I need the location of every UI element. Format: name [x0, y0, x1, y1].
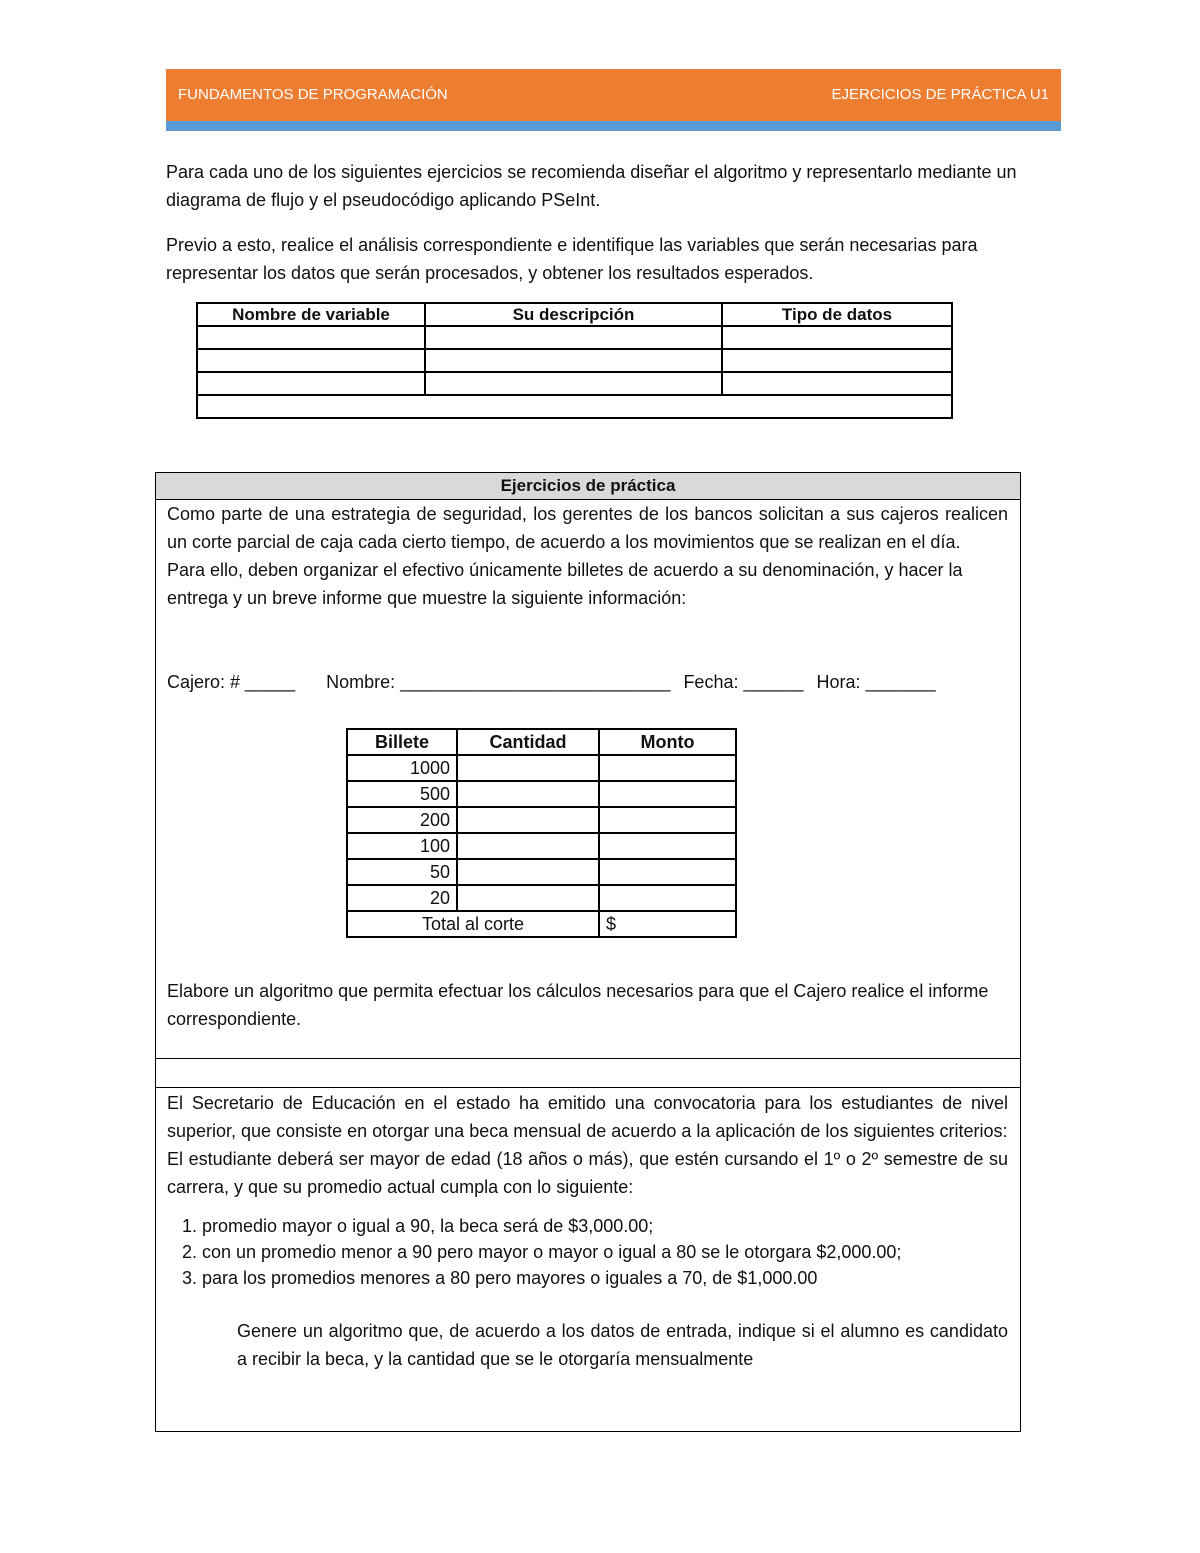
table-cell[interactable]: [722, 326, 952, 349]
table-row: [347, 781, 736, 807]
bill-denomination: 500: [347, 781, 457, 807]
table-row: [347, 807, 736, 833]
cashier-form-line: [167, 672, 962, 693]
exercise-1-paragraph-2: Para ello, deben organizar el efectivo únicamente billetes de acuerdo a su denominación, y hacer la entrega y un breve informe que muestre la siguiente información:: [167, 560, 963, 608]
col-header-variable-name: Nombre de variable: [197, 303, 425, 326]
list-item: 3. para los promedios menores a 80 pero mayores o iguales a 70, de $1,000.00: [202, 1265, 1008, 1291]
quantity-cell[interactable]: [457, 755, 599, 781]
cashier-number-field: Cajero: # _____: [167, 672, 296, 692]
amount-cell[interactable]: [599, 781, 736, 807]
table-row: [197, 349, 952, 372]
col-header-quantity: Cantidad: [457, 729, 599, 755]
quantity-cell[interactable]: [457, 859, 599, 885]
amount-cell[interactable]: [599, 859, 736, 885]
table-cell[interactable]: [425, 372, 722, 395]
bill-denomination: 100: [347, 833, 457, 859]
table-cell[interactable]: [425, 349, 722, 372]
bill-denomination: 1000: [347, 755, 457, 781]
exercise-1-box: [155, 472, 1021, 1059]
header-accent-bar: [166, 121, 1061, 131]
variable-table: [196, 302, 953, 419]
table-cell[interactable]: [197, 395, 952, 418]
header-course-title: FUNDAMENTOS DE PROGRAMACIÓN: [178, 86, 448, 103]
amount-cell[interactable]: [599, 755, 736, 781]
amount-cell[interactable]: [599, 807, 736, 833]
total-value[interactable]: $: [599, 911, 736, 937]
intro-paragraph-2: Previo a esto, realice el análisis correspondiente e identifique las variables que serán necesarias para representar los datos que serán procesados, y obtener los resultados esperados.: [166, 235, 978, 283]
table-row: [347, 885, 736, 911]
list-item: 1. promedio mayor o igual a 90, la beca será de $3,000.00;: [202, 1213, 1008, 1239]
table-cell[interactable]: [197, 372, 425, 395]
amount-cell[interactable]: [599, 885, 736, 911]
table-row: [197, 372, 952, 395]
quantity-cell[interactable]: [457, 833, 599, 859]
table-cell[interactable]: [425, 326, 722, 349]
table-cell[interactable]: [722, 349, 952, 372]
bill-table: [346, 728, 737, 938]
table-cell[interactable]: [722, 372, 952, 395]
bill-table-header: [347, 729, 736, 755]
col-header-bill: Billete: [347, 729, 457, 755]
intro-paragraph-1: Para cada uno de los siguientes ejercicios se recomienda diseñar el algoritmo y representarlo mediante un diagrama de flujo y el pseudocódigo aplicando PSeInt.: [166, 162, 1017, 210]
table-row: [347, 859, 736, 885]
quantity-cell[interactable]: [457, 781, 599, 807]
table-cell[interactable]: [197, 326, 425, 349]
quantity-cell[interactable]: [457, 885, 599, 911]
date-field: Fecha: ______: [683, 672, 804, 692]
table-cell[interactable]: [197, 349, 425, 372]
bill-denomination: 20: [347, 885, 457, 911]
exercises-title: Ejercicios de práctica: [156, 473, 1020, 500]
table-row: [197, 395, 952, 418]
exercise-2-task: Genere un algoritmo que, de acuerdo a los datos de entrada, indique si el alumno es candidato a recibir la beca, y la cantidad que se le otorgaría mensualmente: [237, 1321, 1008, 1369]
table-row: [347, 755, 736, 781]
exercise-2-paragraph-2: El estudiante deberá ser mayor de edad (18 años o más), que estén cursando el 1º o 2º semestre de su carrera, y que su promedio actual cumpla con lo siguiente:: [167, 1149, 1008, 1197]
col-header-description: Su descripción: [425, 303, 722, 326]
total-row: [347, 911, 736, 937]
exercise-2-box: [155, 1087, 1021, 1432]
exercise-2-paragraph-1: El Secretario de Educación en el estado ha emitido una convocatoria para los estudiantes de nivel superior, que consiste en otorgar una beca mensual de acuerdo a la aplicación de los siguientes criterios:: [167, 1093, 1008, 1141]
variable-table-header: [197, 303, 952, 326]
time-field: Hora: _______: [816, 672, 936, 692]
quantity-cell[interactable]: [457, 807, 599, 833]
header-section-title: EJERCICIOS DE PRÁCTICA U1: [831, 86, 1049, 103]
exercise-1-paragraph-1: Como parte de una estrategia de seguridad, los gerentes de los bancos solicitan a sus cajeros realicen un corte parcial de caja cada cierto tiempo, de acuerdo a los movimientos que se realizan en el día.: [167, 504, 1008, 552]
amount-cell[interactable]: [599, 833, 736, 859]
criteria-list: [156, 1213, 1020, 1291]
table-row: [197, 326, 952, 349]
page-header: [166, 69, 1061, 121]
exercise-separator-row: [155, 1059, 1021, 1088]
col-header-amount: Monto: [599, 729, 736, 755]
bill-denomination: 50: [347, 859, 457, 885]
exercise-1-instruction: Elabore un algoritmo que permita efectuar los cálculos necesarios para que el Cajero realice el informe correspondiente.: [167, 981, 989, 1029]
total-label: Total al corte: [347, 911, 599, 937]
table-row: [347, 833, 736, 859]
bill-denomination: 200: [347, 807, 457, 833]
cashier-name-field: Nombre: ___________________________: [326, 672, 671, 692]
col-header-data-type: Tipo de datos: [722, 303, 952, 326]
list-item: 2. con un promedio menor a 90 pero mayor o mayor o igual a 80 se le otorgara $2,000.00;: [202, 1239, 1008, 1265]
